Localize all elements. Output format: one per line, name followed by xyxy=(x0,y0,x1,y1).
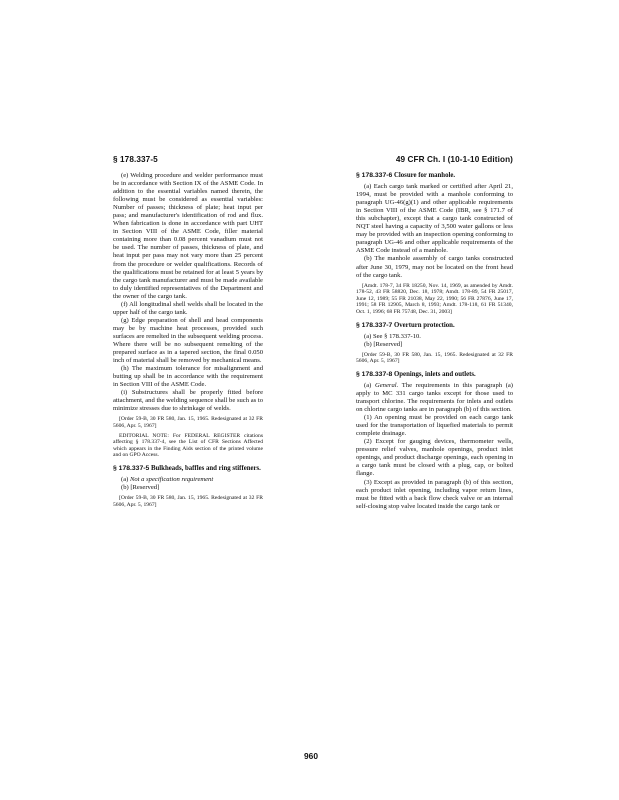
source-note: [Order 59-B, 30 FR 580, Jan. 15, 1965. Redesignated at 32 FR 5606, Apr. 5, 1967] xyxy=(356,351,513,365)
paragraph-3: (3) Except as provided in paragraph (b) of this section, each product inlet opening, including vapor return lines, must be fitted with a back flow check valve or an internal self-closing stop valve located inside the cargo tank or xyxy=(356,478,513,510)
paragraph-2: (2) Except for gauging devices, thermometer wells, pressure relief valves, manhole openings, product inlet openings, and product discharge openings, each opening in a cargo tank must be closed with a plug, cap, or bolted flange. xyxy=(356,438,513,478)
paragraph-label: (a) xyxy=(364,381,372,389)
paragraph-a: (a) Each cargo tank marked or certified after April 21, 1994, must be provided with a manhole conforming to paragraph UG-46(g)(1) and other applicable requirements in Section VIII of the ASME Code (IBR, see § 171.7 of this subchapter), except that a cargo tank constructed of NQT steel having a capacity of 3,500 water gallons or less may be provided with an inspection opening conforming to paragraph UG-46 and other applicable requirements of the ASME Code instead of a manhole. xyxy=(356,183,513,255)
page-number: 960 xyxy=(304,751,318,761)
left-column xyxy=(113,172,263,508)
paragraph-a xyxy=(113,476,263,484)
paragraph-g: (g) Edge preparation of shell and head components may be by machine heat processes, provided such surfaces are remelted in the subsequent welding process. Where there will be no subsequent remelting of the prepared surface as in a tapered section, the final 0.050 inch of material shall be removed by mechanical means. xyxy=(113,316,263,365)
paragraph-label: (a) xyxy=(121,476,129,484)
paragraph-b: (b) The manhole assembly of cargo tanks constructed after June 30, 1979, may not be located on the front head of the cargo tank. xyxy=(356,255,513,279)
paragraph-1: (1) An opening must be provided on each cargo tank used for the transportation of liquefied materials to permit complete drainage. xyxy=(356,414,513,438)
paragraph-h: (h) The maximum tolerance for misalignment and butting up shall be in accordance with the requirement in Section VIII of the ASME Code. xyxy=(113,365,263,389)
source-note: [Amdt. 178-7, 34 FR 18250, Nov. 14, 1969, as amended by Amdt. 178-52, 43 FR 58820, Dec. 18, 1978; Amdt. 178-89, 54 FR 25017, June 12, 1989; 55 FR 21038, May 22, 1990; 56 FR 27876, June 17, 1991; 58 FR 12905, March 8, 1993; Amdt. 178-118, 61 FR 51340, Oct. 1, 1996; 68 FR 75748, Dec. 31, 2003] xyxy=(356,282,513,315)
section-heading xyxy=(356,172,513,180)
paragraph-e: (e) Welding procedure and welder performance must be in accordance with Section IX of the ASME Code. In addition to the essential variables named therein, the following must be considered as essential variables: Number of passes; thickness of plate; heat input per pass; and manufacturer's identification of rod and flux. When fabrication is done in accordance with part UHT in Section VIII of the ASME Code, filler material containing more than 0.08 percent vanadium must not be used. The number of passes, thickness of plate, and heat input per pass may not vary more than 25 percent from the procedure or welder qualifications. Records of the qualifications must be retained for at least 5 years by the cargo tank manufacturer and must be made available to duly identified representatives of the Department and the owner of the cargo tank. xyxy=(113,172,263,300)
section-title: Openings, inlets and outlets. xyxy=(393,370,476,378)
section-heading xyxy=(113,465,263,473)
section-title: Closure for manhole. xyxy=(393,172,456,179)
editorial-note: EDITORIAL NOTE: For FEDERAL REGISTER citations affecting § 178.337-4, see the List of CFR Sections Affected which appears in the Finding Aids section of the printed volume and on GPO Access. xyxy=(113,432,263,459)
paragraph-text: Not a specification requirement xyxy=(129,476,214,484)
paragraph-b: (b) [Reserved] xyxy=(364,340,403,348)
section-number: § 178.337-5 xyxy=(113,464,150,472)
paragraph-a: (a) See § 178.337-10. xyxy=(364,332,421,340)
paragraph-text: The requirements in this paragraph (a) apply to MC 331 cargo tanks except for those used to transport chlorine. The requirements for inlets and outlets on chlorine cargo tanks are in paragraph (b) of this section. xyxy=(356,381,514,414)
section-number: § 178.337-7 xyxy=(356,321,393,329)
paragraph-i: (i) Substructures shall be properly fitted before attachment, and the welding sequence shall be such as to minimize stresses due to shrinkage of welds. xyxy=(113,389,263,413)
section-header: § 178.337-5 xyxy=(113,155,158,164)
section-number: § 178.337-8 xyxy=(356,370,393,378)
section-number: § 178.337-6 xyxy=(356,172,393,179)
source-note: [Order 59-B, 30 FR 580, Jan. 15, 1965. Redesignated at 32 FR 5606, Apr. 5, 1967] xyxy=(113,495,263,508)
section-title: Bulkheads, baffles and ring stiffeners. xyxy=(150,464,261,472)
paragraph-f: (f) All longitudinal shell welds shall be located in the upper half of the cargo tank. xyxy=(113,300,263,316)
section-title: Overturn protection. xyxy=(393,321,455,329)
section-heading xyxy=(356,371,513,379)
source-note: [Order 59-B, 30 FR 580, Jan. 15, 1965. Redesignated at 32 FR 5606, Apr. 5, 1967] xyxy=(113,416,263,429)
paragraph-a xyxy=(356,382,513,414)
paragraph-caption: General. xyxy=(374,381,399,389)
section-heading xyxy=(356,322,513,330)
right-column xyxy=(356,172,513,511)
volume-header: 49 CFR Ch. I (10-1-10 Edition) xyxy=(395,155,513,164)
paragraph-b: (b) [Reserved] xyxy=(121,484,160,492)
